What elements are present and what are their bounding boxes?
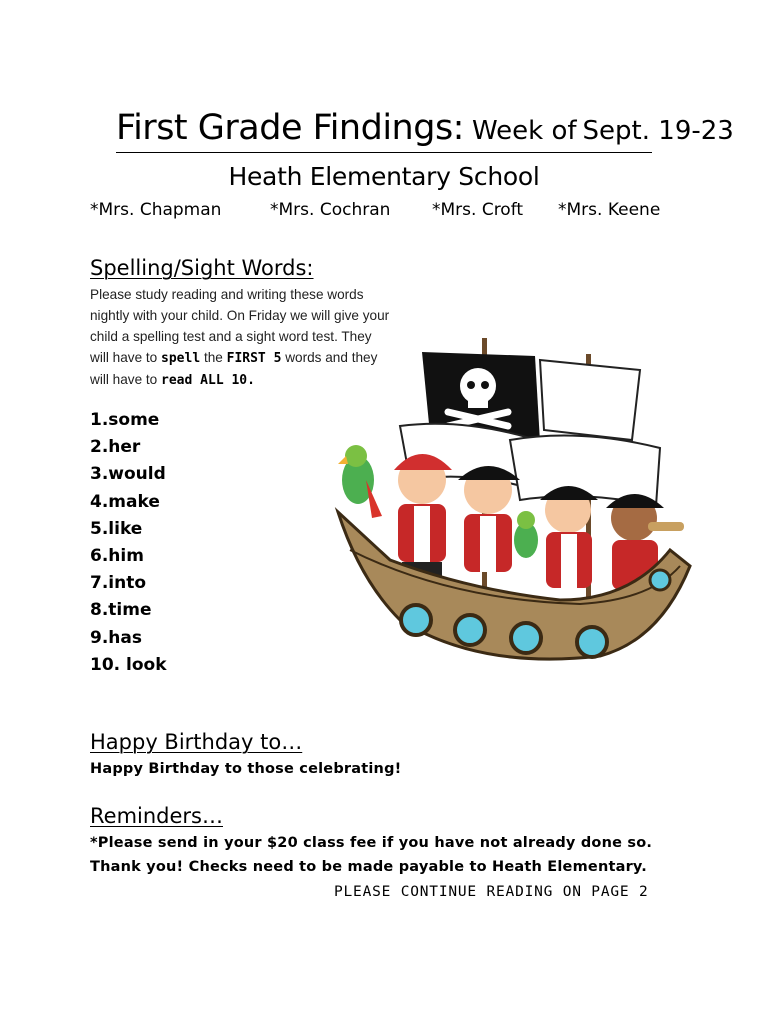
reminder-checks: Thank you! Checks need to be made payable to Heath Elementary. [90, 859, 647, 875]
teacher-croft: *Mrs. Croft [432, 200, 524, 220]
intro-text: Please study reading and writing these words nightly with your child. On Friday we will give your child a spelling test and a sight word test. They will have to [90, 287, 390, 365]
porthole [455, 615, 485, 645]
list-item: 6.him [90, 545, 144, 566]
sail [540, 360, 640, 440]
pirate-kid-1 [394, 454, 452, 578]
reminder-fee: *Please send in your $20 class fee if you have not already done so. [90, 835, 653, 851]
list-item: 10. look [90, 654, 167, 675]
intro-first5-emphasis: FIRST 5 [226, 351, 282, 366]
parrot-icon [514, 511, 538, 558]
telescope-icon [648, 522, 684, 531]
list-item: 1.some [90, 410, 160, 430]
list-item: 5.like [90, 518, 143, 539]
intro-spell-emphasis: spell [161, 351, 201, 366]
birthday-text: Happy Birthday to those celebrating! [90, 761, 402, 777]
week-dates: Sept. 19-23 [582, 116, 734, 146]
porthole [577, 627, 607, 657]
list-item: 7.into [90, 573, 147, 594]
teacher-chapman: *Mrs. Chapman [90, 200, 222, 220]
reminders-heading: Reminders… [90, 804, 223, 828]
porthole [401, 605, 431, 635]
pirate-ship-illustration [330, 330, 700, 700]
newsletter-title [116, 108, 734, 153]
porthole [650, 570, 670, 590]
birthday-heading: Happy Birthday to… [90, 730, 303, 754]
teacher-keene: *Mrs. Keene [558, 200, 661, 220]
week-label: Week of [471, 116, 577, 146]
list-item: 3.would [90, 464, 166, 485]
intro-text: words and they will have to [90, 350, 378, 387]
teacher-cochran: *Mrs. Cochran [270, 200, 391, 220]
list-item: 8.time [90, 600, 152, 621]
spelling-heading: Spelling/Sight Words: [90, 256, 314, 280]
intro-readall-emphasis: read ALL 10. [161, 373, 255, 388]
list-item: 2.her [90, 437, 141, 458]
intro-text: the [200, 350, 227, 365]
title-text: First Grade Findings: [116, 108, 464, 148]
spelling-word-list [90, 410, 167, 682]
school-name: Heath Elementary School [228, 162, 540, 191]
list-item: 9.has [90, 627, 142, 648]
list-item: 4.make [90, 491, 160, 512]
continue-reading-note: PLEASE CONTINUE READING ON PAGE 2 [334, 884, 649, 900]
porthole [511, 623, 541, 653]
